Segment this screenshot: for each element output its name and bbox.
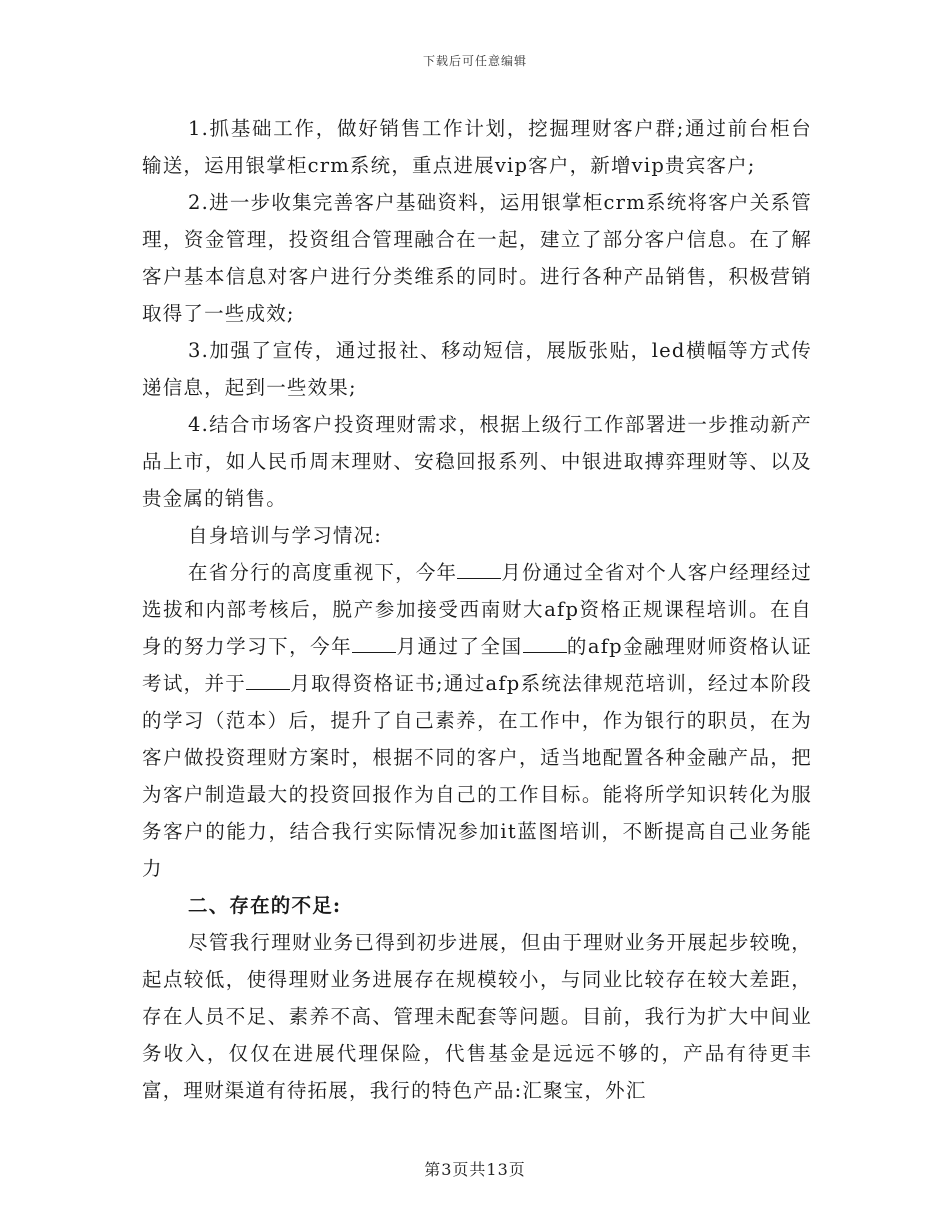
- paragraph-1: 1.抓基础工作，做好销售工作计划，挖掘理财客户群;通过前台柜台输送，运用银掌柜crm系统，重点进展vip客户，新增vip贵宾客户;: [142, 117, 812, 177]
- paragraph-4: 4.结合市场客户投资理财需求，根据上级行工作部署进一步推动新产品上市，如人民币周末理财、安稳回报系列、中银进取搏弈理财等、以及贵金属的销售。: [142, 413, 812, 510]
- paragraph-training: [142, 554, 812, 887]
- training-text-e: 月取得资格证书;通过afp系统法律规范培训，经过本阶段的学习（范本）后，提升了自己素养，在工作中，作为银行的职员，在为客户做投资理财方案时，根据不同的客户，适当地配置各种金融产品，把为客户制造最大的投资回报作为自己的工作目标。能将所学知识转化为服务客户的能力，结合我行实际情况参加it蓝图培训，不断提高自己业务能力: [142, 672, 812, 880]
- training-text-c: 月通过了全国: [396, 635, 523, 658]
- blank-field: [457, 558, 501, 579]
- paragraph-shortcomings: 尽管我行理财业务已得到初步进展，但由于理财业务开展起步较晚，起点较低，使得理财业务进展存在规模较小，与同业比较存在较大差距，存在人员不足、素养不高、管理未配套等问题。目前，我行为扩大中间业务收入，仅仅在进展代理保险，代售基金是远远不够的，产品有待更丰富，理财渠道有待拓展，我行的特色产品:汇聚宝，外汇: [142, 931, 812, 1102]
- blank-field: [246, 669, 290, 690]
- blank-field: [523, 632, 567, 653]
- section-heading-shortcomings: 二、存在的不足:: [188, 894, 342, 917]
- page-header-note: 下载后可任意编辑: [422, 54, 527, 68]
- training-text-d: 的afp金融理财师资格认证考试，并于: [142, 635, 812, 695]
- section-subtitle-training: 自身培训与学习情况:: [188, 524, 383, 547]
- training-text-b: 月份通过全省对个人客户经理经过选拔和内部考核后，脱产参加接受西南财大afp资格正规课程培训。在自身的努力学习下，今年: [142, 561, 812, 658]
- paragraph-3: 3.加强了宣传，通过报社、移动短信，展版张贴，led横幅等方式传递信息，起到一些效果;: [142, 339, 812, 399]
- page-number: 第3页共13页: [424, 1160, 526, 1179]
- document-body: [142, 110, 812, 1109]
- blank-field: [352, 632, 396, 653]
- paragraph-2: 2.进一步收集完善客户基础资料，运用银掌柜crm系统将客户关系管理，资金管理，投资组合管理融合在一起，建立了部分客户信息。在了解客户基本信息对客户进行分类维系的同时。进行各种产品销售，积极营销取得了一些成效;: [142, 191, 812, 325]
- training-text-a: 在省分行的高度重视下，今年: [188, 561, 458, 584]
